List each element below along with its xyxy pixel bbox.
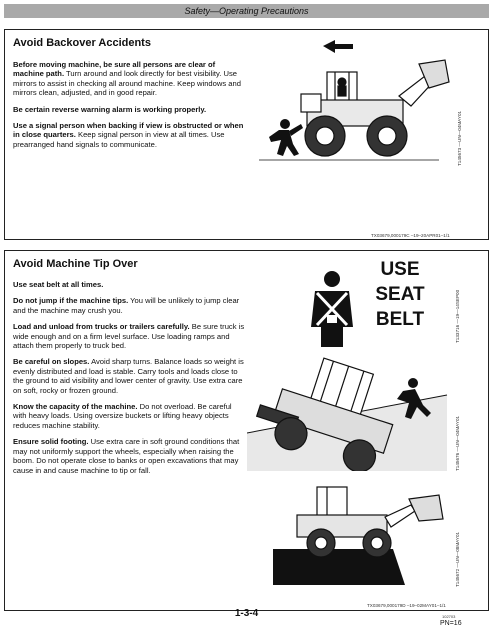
tipover-para-3: Load and unload from trucks or trailers carefully. Be sure truck is wide enough and on a firm level surface. Use loading ramps and attach them properly to truck bed. bbox=[13, 322, 245, 351]
tipover-para-1: Use seat belt at all times. bbox=[13, 280, 104, 289]
person-warning-icon bbox=[269, 119, 303, 156]
backover-para-1: Before moving machine, be sure all persons are clear of machine path. Turn around and look directly for best visibility. Use mirrors to assist in checking all around machine. Keep windows and mirrors clean, adjusted, and in good repair. bbox=[13, 60, 241, 98]
reverse-arrow-icon bbox=[323, 40, 353, 53]
tipover-para-5: Know the capacity of the machine. Do not overload. Be careful with heavy loads. Using oversize buckets or lifting heavy objects reduces machine stability. bbox=[13, 402, 232, 430]
tipover-para-6: Ensure solid footing. Use extra care in soft ground conditions that may not uniformly support the wheels, especially when raising the boom. Do not operate close to banks or open excavations that may cause in and cause machine to tip or fall. bbox=[13, 437, 240, 475]
loader-bank-icon bbox=[297, 487, 443, 557]
backover-panel bbox=[4, 29, 489, 240]
backover-title: Avoid Backover Accidents bbox=[13, 37, 151, 49]
seat-belt-word-2: SEAT bbox=[375, 284, 425, 305]
seat-belt-word-1: USE bbox=[380, 259, 420, 280]
backover-fig-code: T145673 —UN—04MAY01 bbox=[457, 110, 462, 166]
tipover-title: Avoid Machine Tip Over bbox=[13, 258, 138, 270]
tipover-fig-code-3: T145672 —UN—08MAY01 bbox=[455, 531, 460, 587]
tipping-loader-illustration bbox=[247, 355, 451, 471]
seat-belt-person-icon bbox=[303, 269, 361, 351]
tipover-fig-code-1: T133716 —19—14SEP00 bbox=[455, 289, 460, 343]
tipover-fig-code-2: T145676 —UN—04MAY01 bbox=[455, 415, 460, 471]
backover-doc-code: TX03679,000179C –19–20APR01–1/1 bbox=[371, 233, 450, 238]
tipover-para-2: Do not jump if the machine tips. You will be unlikely to jump clear and the machine may crush you. bbox=[13, 296, 240, 315]
backover-para-3: Use a signal person when backing if view is obstructed or when in close quarters. Keep signal person in view at all times. Use prearranged hand signals to communicate. bbox=[13, 121, 244, 149]
backover-text bbox=[13, 60, 245, 156]
tipover-text bbox=[13, 280, 245, 482]
backover-para-2: Be certain reverse warning alarm is working properly. bbox=[13, 104, 207, 114]
loader-bank-illustration bbox=[273, 481, 449, 585]
tipover-doc-code: TX03679,000179D –19–02MAY01–1/1 bbox=[367, 603, 446, 608]
backover-illustration bbox=[249, 36, 455, 186]
tipover-para-4: Be careful on slopes. Avoid sharp turns. Balance loads so weight is evenly distributed and load is stable. Carry tools and loads close to the ground to aid visibility and lower center of gravity. Use extra care on soft, rocky or frozen ground. bbox=[13, 357, 244, 395]
seat-belt-word-3: BELT bbox=[375, 309, 425, 330]
page-number: 1-3-4 bbox=[234, 608, 259, 619]
footer-code: 102703 bbox=[442, 614, 456, 619]
wheel-loader-icon bbox=[301, 60, 449, 156]
page-header: Safety—Operating Precautions bbox=[4, 4, 489, 18]
page-pn: PN=16 bbox=[440, 620, 462, 627]
tipover-panel bbox=[4, 250, 489, 611]
